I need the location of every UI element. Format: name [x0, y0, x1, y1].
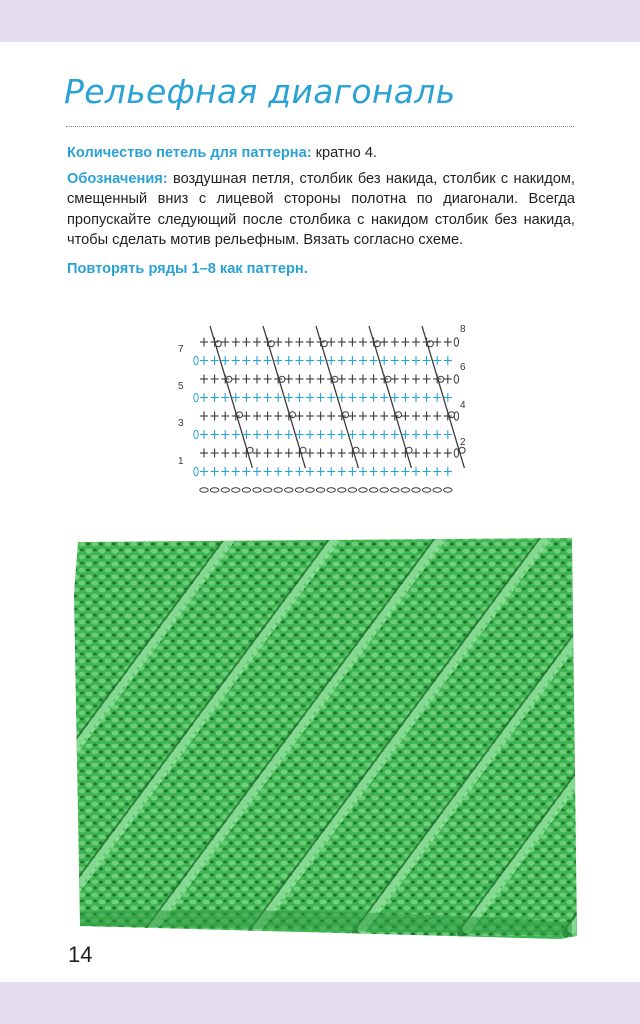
row-number-right: 8 — [460, 324, 466, 335]
instructions-block — [67, 143, 575, 279]
knitted-swatch-photo — [72, 534, 577, 942]
crochet-chart-svg — [174, 318, 474, 500]
top-decorative-band — [0, 0, 640, 42]
swatch-illustration — [72, 534, 577, 942]
legend-paragraph — [67, 169, 575, 251]
row-number-right: 6 — [460, 362, 466, 373]
row-number-left: 7 — [178, 344, 184, 355]
stitch-count-label: Количество петель для паттерна: — [67, 145, 312, 161]
crochet-chart — [174, 318, 474, 500]
stitch-count-value: кратно 4. — [311, 145, 377, 161]
page-number: 14 — [68, 942, 93, 967]
bottom-decorative-band — [0, 982, 640, 1024]
page-title: Рельефная диагональ — [64, 72, 456, 111]
stitch-count-paragraph — [67, 143, 575, 164]
row-number-right: 4 — [460, 400, 466, 411]
row-number-right: 2 — [460, 437, 466, 448]
legend-label: Обозначения: — [67, 170, 168, 187]
repeat-note: Повторять ряды 1–8 как паттерн. — [67, 260, 308, 277]
dotted-divider — [66, 126, 574, 127]
row-number-left: 3 — [178, 418, 184, 429]
row-number-left: 5 — [178, 381, 184, 392]
row-number-left: 1 — [178, 456, 184, 467]
legend-text: воздушная петля, столбик без накида, столбик с накидом, смещенный вниз с лицевой стороны полотна по диагонали. Всегда пропускайте следующий после столбика с накидом столбик без накида, чтобы сделать мотив рельефным. Вязать согласно схеме. — [67, 170, 575, 248]
